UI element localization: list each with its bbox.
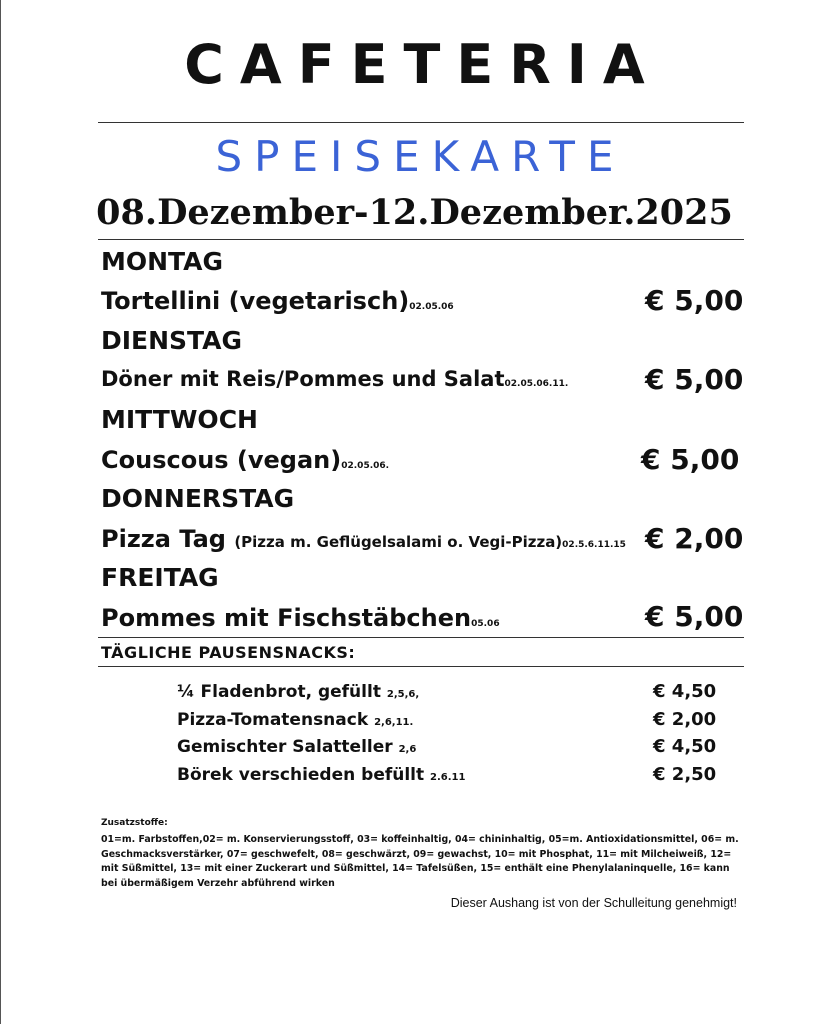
page-title: CAFETERIA [184, 33, 661, 96]
date-range: 08.Dezember-12.Dezember.2025 [96, 192, 733, 233]
day-friday: FREITAG [101, 563, 219, 592]
dish-additives: 02.05.06.11. [504, 379, 569, 389]
snack-additives: 2.6.11 [430, 772, 466, 783]
price-friday: € 5,00 [645, 600, 744, 633]
price-thursday: € 2,00 [645, 522, 744, 555]
day-thursday: DONNERSTAG [101, 484, 295, 513]
dish-friday [101, 604, 500, 632]
price-tuesday: € 5,00 [645, 363, 744, 396]
approval-note: Dieser Aushang ist von der Schulleitung genehmigt! [450, 896, 737, 910]
snack-name: ¼ Fladenbrot, gefüllt [177, 682, 381, 702]
snack-name: Gemischter Salatteller [177, 737, 393, 757]
snack-item [177, 710, 413, 730]
dish-name: Pizza Tag [101, 525, 235, 553]
menu-subtitle: SPEISEKARTE [215, 132, 626, 181]
snack-additives: 2,5,6, [386, 689, 420, 700]
snack-additives: 2,6,11. [374, 717, 414, 728]
day-wednesday: MITTWOCH [101, 405, 258, 434]
dish-wednesday [101, 446, 389, 474]
divider [98, 239, 744, 240]
dish-additives: 05.06 [471, 619, 500, 629]
snack-price: € 2,00 [653, 709, 717, 730]
snack-name: Börek verschieden befüllt [177, 765, 425, 785]
snack-additives: 2,6 [398, 744, 417, 755]
dish-name: Tortellini (vegetarisch) [101, 287, 410, 315]
dish-name: Pommes mit Fischstäbchen [101, 604, 472, 632]
dish-monday [101, 287, 454, 315]
additives-label: Zusatzstoffe: [101, 818, 168, 828]
snack-item [177, 682, 419, 702]
snack-item [177, 765, 465, 785]
dish-name: Couscous (vegan) [101, 446, 342, 474]
dish-thursday [101, 525, 626, 553]
divider [98, 122, 744, 123]
dish-additives: 02.5.6.11.15 [562, 540, 626, 550]
dish-tuesday [101, 367, 568, 391]
dish-detail: (Pizza m. Geflügelsalami o. Vegi-Pizza) [234, 533, 563, 551]
snacks-heading: TÄGLICHE PAUSENSNACKS: [101, 643, 356, 662]
price-monday: € 5,00 [645, 284, 744, 317]
snack-item [177, 737, 416, 757]
divider [98, 637, 744, 638]
dish-additives: 02.05.06 [409, 302, 454, 312]
snack-price: € 4,50 [653, 681, 717, 702]
dish-additives: 02.05.06. [341, 461, 390, 471]
snack-price: € 4,50 [653, 736, 717, 757]
day-tuesday: DIENSTAG [101, 326, 243, 355]
dish-name: Döner mit Reis/Pommes und Salat [101, 367, 505, 391]
snack-name: Pizza-Tomatensnack [177, 710, 369, 730]
divider [98, 666, 744, 667]
price-wednesday: € 5,00 [641, 443, 740, 476]
day-monday: MONTAG [101, 247, 224, 276]
snack-price: € 2,50 [653, 764, 717, 785]
additives-text: 01=m. Farbstoffen,02= m. Konservierungsstoff, 03= koffeinhaltig, 04= chininhaltig, 05=m. Antioxidationsmittel, 06= m. Geschmacksverstärker, 07= geschwefelt, 08= geschwärzt, 09= gewachst, 10= mit Phosphat, 11= mit Milcheiweiß, 12= mit Süßmittel, 13= mit einer Zuckerart und Süßmittel, 14= Tafelsüßen, 15= enthält eine Phenylalaninquelle, 16= kann bei übermäßigem Verzehr abführend wirken [101, 834, 739, 889]
